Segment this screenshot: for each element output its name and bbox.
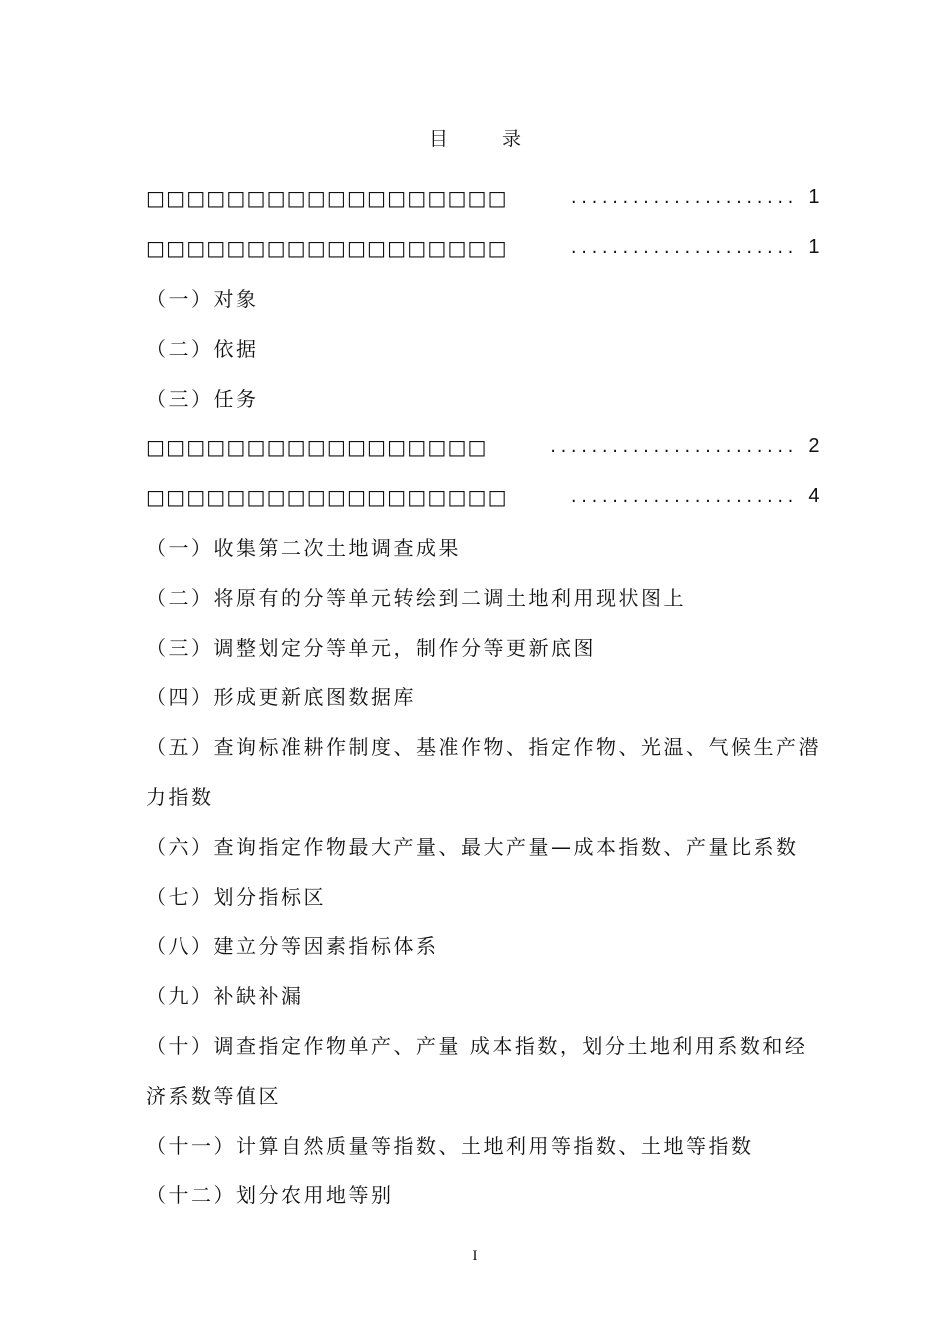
page-footer-number: I	[472, 1248, 478, 1264]
toc-entry	[146, 671, 822, 721]
toc-entry	[146, 1020, 822, 1070]
toc-entry	[146, 870, 822, 920]
toc-entry-label: （二）依据	[146, 336, 259, 361]
toc-entry-label: 济系数等值区	[146, 1083, 281, 1108]
toc-entry	[146, 920, 822, 970]
toc-entry	[146, 1169, 822, 1219]
toc-entry-label: （四）形成更新底图数据库	[146, 685, 416, 710]
toc-entry	[146, 820, 822, 870]
toc-leader-dots: ......................	[570, 187, 798, 209]
toc-entry-label: （七）划分指标区	[146, 884, 326, 909]
toc-entry	[146, 322, 822, 372]
toc-entry	[146, 1069, 822, 1119]
toc-entry-label: （十一）计算自然质量等指数、土地利用等指数、土地等指数	[146, 1133, 754, 1158]
toc-entry	[146, 472, 822, 522]
toc-entry-label: □□□□□□□□□□□□□□□□□	[146, 434, 488, 459]
toc-leader-dots: ......................	[570, 486, 798, 508]
toc-entry-label: （三）任务	[146, 386, 259, 411]
toc-entry	[146, 273, 822, 323]
toc-entry-label: 力指数	[146, 784, 214, 809]
toc-entry	[146, 223, 822, 273]
toc-entry	[146, 1119, 822, 1169]
toc-entry	[146, 721, 822, 771]
toc-entry	[146, 571, 822, 621]
toc-title: 目 录	[428, 128, 546, 150]
toc-entry-label: （十）调查指定作物单产、产量 成本指数，划分土地利用系数和经	[146, 1033, 808, 1058]
toc-entry	[146, 173, 822, 223]
toc-entry	[146, 621, 822, 671]
toc-leader-dots: ........................	[550, 436, 798, 458]
toc-entry-label: □□□□□□□□□□□□□□□□□□	[146, 484, 508, 509]
toc-entry-label: （六）查询指定作物最大产量、最大产量—成本指数、产量比系数	[146, 834, 799, 859]
toc-entry-label: □□□□□□□□□□□□□□□□□□	[146, 235, 508, 260]
toc-entry-label: （二）将原有的分等单元转绘到二调土地利用现状图上	[146, 585, 686, 610]
toc-entry-label: □□□□□□□□□□□□□□□□□□	[146, 185, 508, 210]
toc-leader-dots: ......................	[570, 237, 798, 259]
toc-entry-label: （九）补缺补漏	[146, 984, 304, 1009]
toc-entry-label: （一）对象	[146, 286, 259, 311]
toc-page-number: 2	[808, 435, 822, 458]
toc-entry	[146, 771, 822, 821]
toc-list	[146, 173, 822, 1219]
toc-entry-label: （三）调整划定分等单元，制作分等更新底图	[146, 635, 596, 660]
toc-entry-label: （五）查询标准耕作制度、基准作物、指定作物、光温、气候生产潜	[146, 735, 821, 760]
toc-entry-label: （十二）划分农用地等别	[146, 1183, 394, 1208]
toc-entry	[146, 522, 822, 572]
toc-entry	[146, 970, 822, 1020]
toc-entry-label: （一）收集第二次土地调查成果	[146, 535, 461, 560]
toc-page-number: 4	[808, 485, 822, 508]
toc-page-number: 1	[808, 236, 822, 259]
toc-entry	[146, 372, 822, 422]
toc-entry	[146, 422, 822, 472]
toc-page-number: 1	[808, 186, 822, 209]
toc-entry-label: （八）建立分等因素指标体系	[146, 934, 439, 959]
